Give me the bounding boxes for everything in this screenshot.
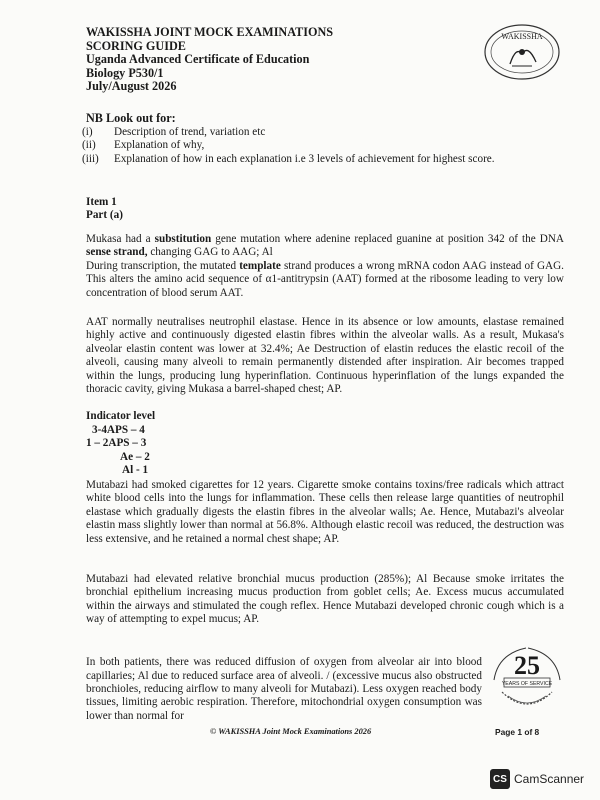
logo-text: WAKISSHA [501,32,543,41]
list-number: (iii) [82,152,99,165]
header-line: Uganda Advanced Certificate of Education [86,52,310,67]
wakissha-logo [482,22,562,82]
camscanner-label: CamScanner [514,772,585,786]
item-title: Item 1 [86,196,117,208]
camscanner-icon: CS [490,769,510,789]
paragraph-mucus [86,573,564,627]
text-run: Mukasa had a [86,233,155,245]
paragraph-text: AAT normally neutralises neutrophil elastase. Hence in its absence or low amounts, elastase remained highly active and continuously digested elastin fibres within the alveolar walls. As a result, Mukasa's alveolar elastin content was lower at 32.4%; Ae Destruction of elastin reduces the elastic recoil of the alveoli, causing many alveoli to remain permanently distended after inspiration. Air becomes trapped within the lungs, producing lung hyperinflation. Continuous hyperinflation of the lungs expanded the thoracic cavity, giving Mukasa a barrel-shaped chest; AP. [86,316,564,396]
text-run-bold: sense strand, [86,246,148,259]
indicator-title: Indicator level [86,410,156,422]
indicator-row: Ae – 2 [120,450,150,463]
paragraph-oxygen-diffusion: In both patients, there was reduced diffusion of oxygen from alveolar air into blood capillaries; Al due to reduced surface area of alveoli. / (excessive mucus also obstructed bronchioles, reducing airflow to many alveoli for Mutabazi). Less oxygen reached body tissues, limiting aerobic respiration. Therefore, mitochondrial oxygen consumption was lower than normal for [86,656,482,722]
list-number: (i) [82,126,93,138]
footer-copyright: © WAKISSHA Joint Mock Examinations 2026 [210,727,372,736]
indicator-list [86,424,150,478]
text-run-bold: template [239,259,281,272]
header-line: Biology P530/1 [86,65,164,80]
indicator-row: 3-4APS – 4 [92,424,145,436]
list-number: (ii) [82,139,96,152]
camscanner-watermark [490,769,584,789]
nb-list [82,126,502,166]
paragraph-text [86,260,564,300]
paragraph-text: Mutabazi had elevated relative bronchial mucus production (285%); Al Because smoke irritates the bronchial epithelium increasing mucus production from goblet cells; Ae. Excess mucus accumulated within the airways and stimulated the cough reflex. Hence Mutabazi developed chronic cough which is a way of attempting to expel mucus; AP. [86,573,564,626]
text-run: During transcription, the mutated [86,259,240,272]
text-run: strand produces a wrong mRNA codon AAG instead of GAG. This alters the amino acid sequence of α1-antitrypsin (AAT) formed at the ribosome leading to very low concentration of blood serum AAT. [86,259,564,299]
paragraph-mukasa-mutation [86,233,564,300]
header-line: WAKISSHA JOINT MOCK EXAMINATIONS [86,25,334,39]
list-item [82,126,502,139]
badge-number: 25 [514,651,540,680]
indicator-row: 1 – 2APS – 3 [86,437,147,450]
anniversary-badge [488,640,566,718]
item-part: Part (a) [86,209,123,222]
paragraph-text: Mutabazi had smoked cigarettes for 12 years. Cigarette smoke contains toxins/free radicals which attract white blood cells into the lungs for inflammation. These cells then release large quantities of neutrophil elastase which gradually digests the elastin fibres in the alveolar walls; Ae. Hence, Mutabazi's alveolar elastin mass slightly lower than normal at 56.8%. Although elastic recoil was reduced, the destruction was less extensive, and he retained a normal chest shape; AP. [86,479,564,545]
list-text: Explanation of why, [114,139,205,152]
paragraph-mutabazi-smoking [86,479,564,546]
list-text: Explanation of how in each explanation i.e 3 levels of achievement for highest score. [114,152,495,165]
item-heading [86,196,564,223]
text-run-bold: substitution [154,233,212,245]
nb-title: NB Look out for: [86,111,176,125]
header-line: July/August 2026 [86,79,177,94]
list-item [82,139,502,152]
badge-text: YEARS OF SERVICE [501,681,553,687]
header-line: SCORING GUIDE [86,38,186,53]
indicator-row: Al - 1 [122,464,149,477]
text-run: gene mutation where adenine replaced guanine at position 342 of the DNA [211,233,564,245]
text-run: changing GAG to AAG; Al [147,246,273,259]
page-number: Page 1 of 8 [495,727,540,737]
list-item [82,153,502,166]
paragraph-aat-elastase [86,316,564,396]
list-text: Description of trend, variation etc [114,126,266,138]
paragraph-text [86,233,564,260]
